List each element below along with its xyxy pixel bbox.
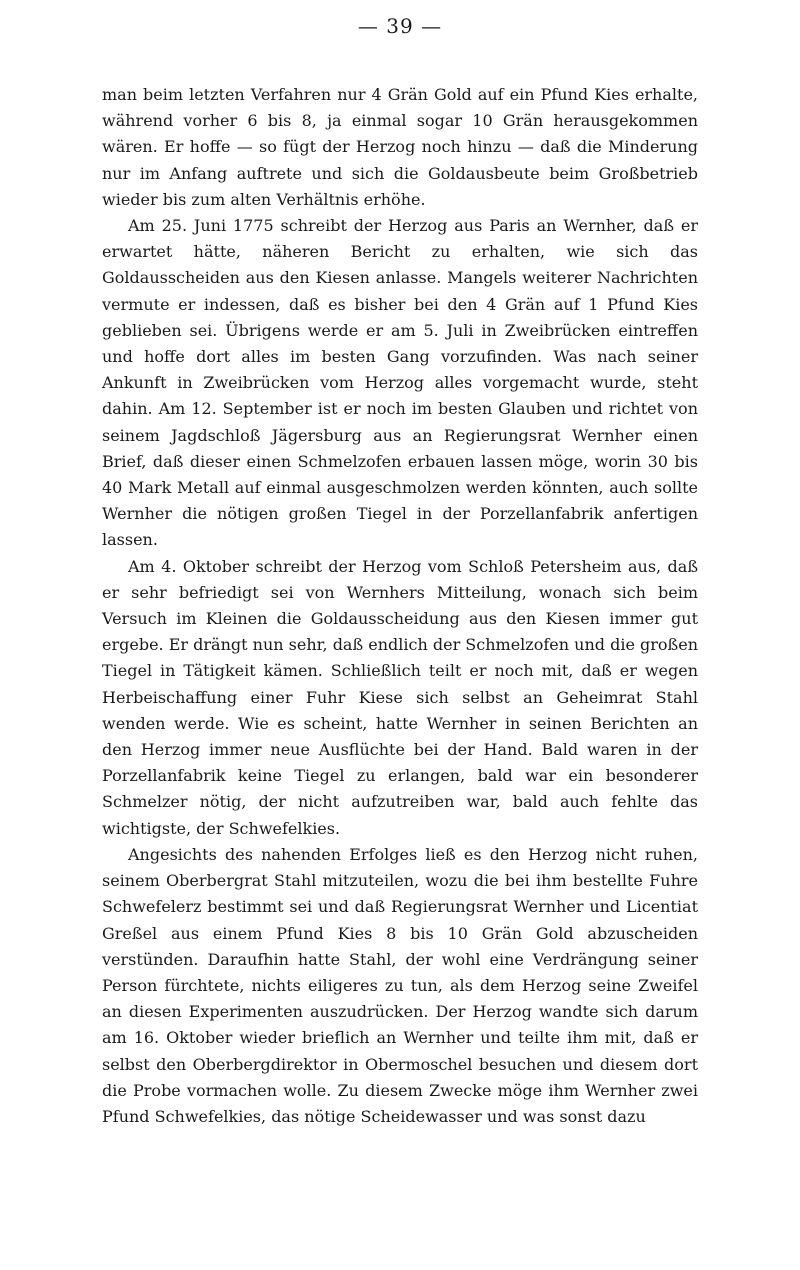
paragraph-1: man beim letzten Verfahren nur 4 Grän Gold auf ein Pfund Kies erhalte, während vorher 6 bis 8, ja einmal sogar 10 Grän herausgekommen wären. Er hoffe — so fügt der Herzog noch hinzu — daß die Minderung nur im Anfang auftrete und sich die Goldausbeute beim Großbetrieb wieder bis zum alten Verhältnis erhöhe. [102, 85, 698, 209]
page-number: — 39 — [357, 14, 443, 38]
paragraph-3: Am 4. Oktober schreibt der Herzog vom Schloß Petersheim aus, daß er sehr befriedigt sei von Wernhers Mitteilung, wonach sich beim Versuch im Kleinen die Goldausscheidung aus den Kiesen immer gut ergebe. Er drängt nun sehr, daß endlich der Schmelzofen und die großen Tiegel in Tätigkeit kämen. Schließlich teilt er noch mit, daß er wegen Herbeischaffung einer Fuhr Kiese sich selbst an Geheimrat Stahl wenden werde. Wie es scheint, hatte Wernher in seinen Berichten an den Herzog immer neue Ausflüchte bei der Hand. Bald waren in der Porzellanfabrik keine Tiegel zu erlangen, bald war ein besonderer Schmelzer nötig, der nicht aufzutreiben war, bald auch fehlte das wichtigste, der Schwefelkies. [102, 556, 698, 838]
paragraph-2: Am 25. Juni 1775 schreibt der Herzog aus Paris an Wernher, daß er erwartet hätte, näheren Bericht zu erhalten, wie sich das Goldausscheiden aus den Kiesen anlasse. Mangels weiterer Nachrichten vermute er indessen, daß es bisher bei den 4 Grän auf 1 Pfund Kies geblieben sei. Übrigens werde er am 5. Juli in Zweibrücken eintreffen und hoffe dort alles im besten Gang vorzufinden. Was nach seiner Ankunft in Zweibrücken vom Herzog alles vorgemacht wurde, steht dahin. Am 12. September ist er noch im besten Glauben und richtet von seinem Jagdschloß Jägersburg aus an Regierungsrat Wernher einen Brief, daß dieser einen Schmelzofen erbauen lassen möge, worin 30 bis 40 Mark Metall auf einmal ausgeschmolzen werden könnten, auch sollte Wernher die nötigen großen Tiegel in der Porzellanfabrik anfertigen lassen. [102, 216, 698, 550]
body-text [102, 82, 698, 1130]
paragraph-4: Angesichts des nahenden Erfolges ließ es den Herzog nicht ruhen, seinem Oberbergrat Stahl mitzuteilen, wozu die bei ihm bestellte Fuhre Schwefelerz bestimmt sei und daß Regierungsrat Wernher und Licentiat Greßel aus einem Pfund Kies 8 bis 10 Grän Gold abzuscheiden verstünden. Daraufhin hatte Stahl, der wohl eine Verdrängung seiner Person fürchtete, nichts eiligeres zu tun, als dem Herzog seine Zweifel an diesen Experimenten auszudrücken. Der Herzog wandte sich darum am 16. Oktober wieder brieflich an Wernher und teilte ihm mit, daß er selbst den Oberbergdirektor in Obermoschel besuchen und diesem dort die Probe vormachen wolle. Zu diesem Zwecke möge ihm Wernher zwei Pfund Schwefelkies, das nötige Scheidewasser und was sonst dazu [102, 844, 698, 1126]
